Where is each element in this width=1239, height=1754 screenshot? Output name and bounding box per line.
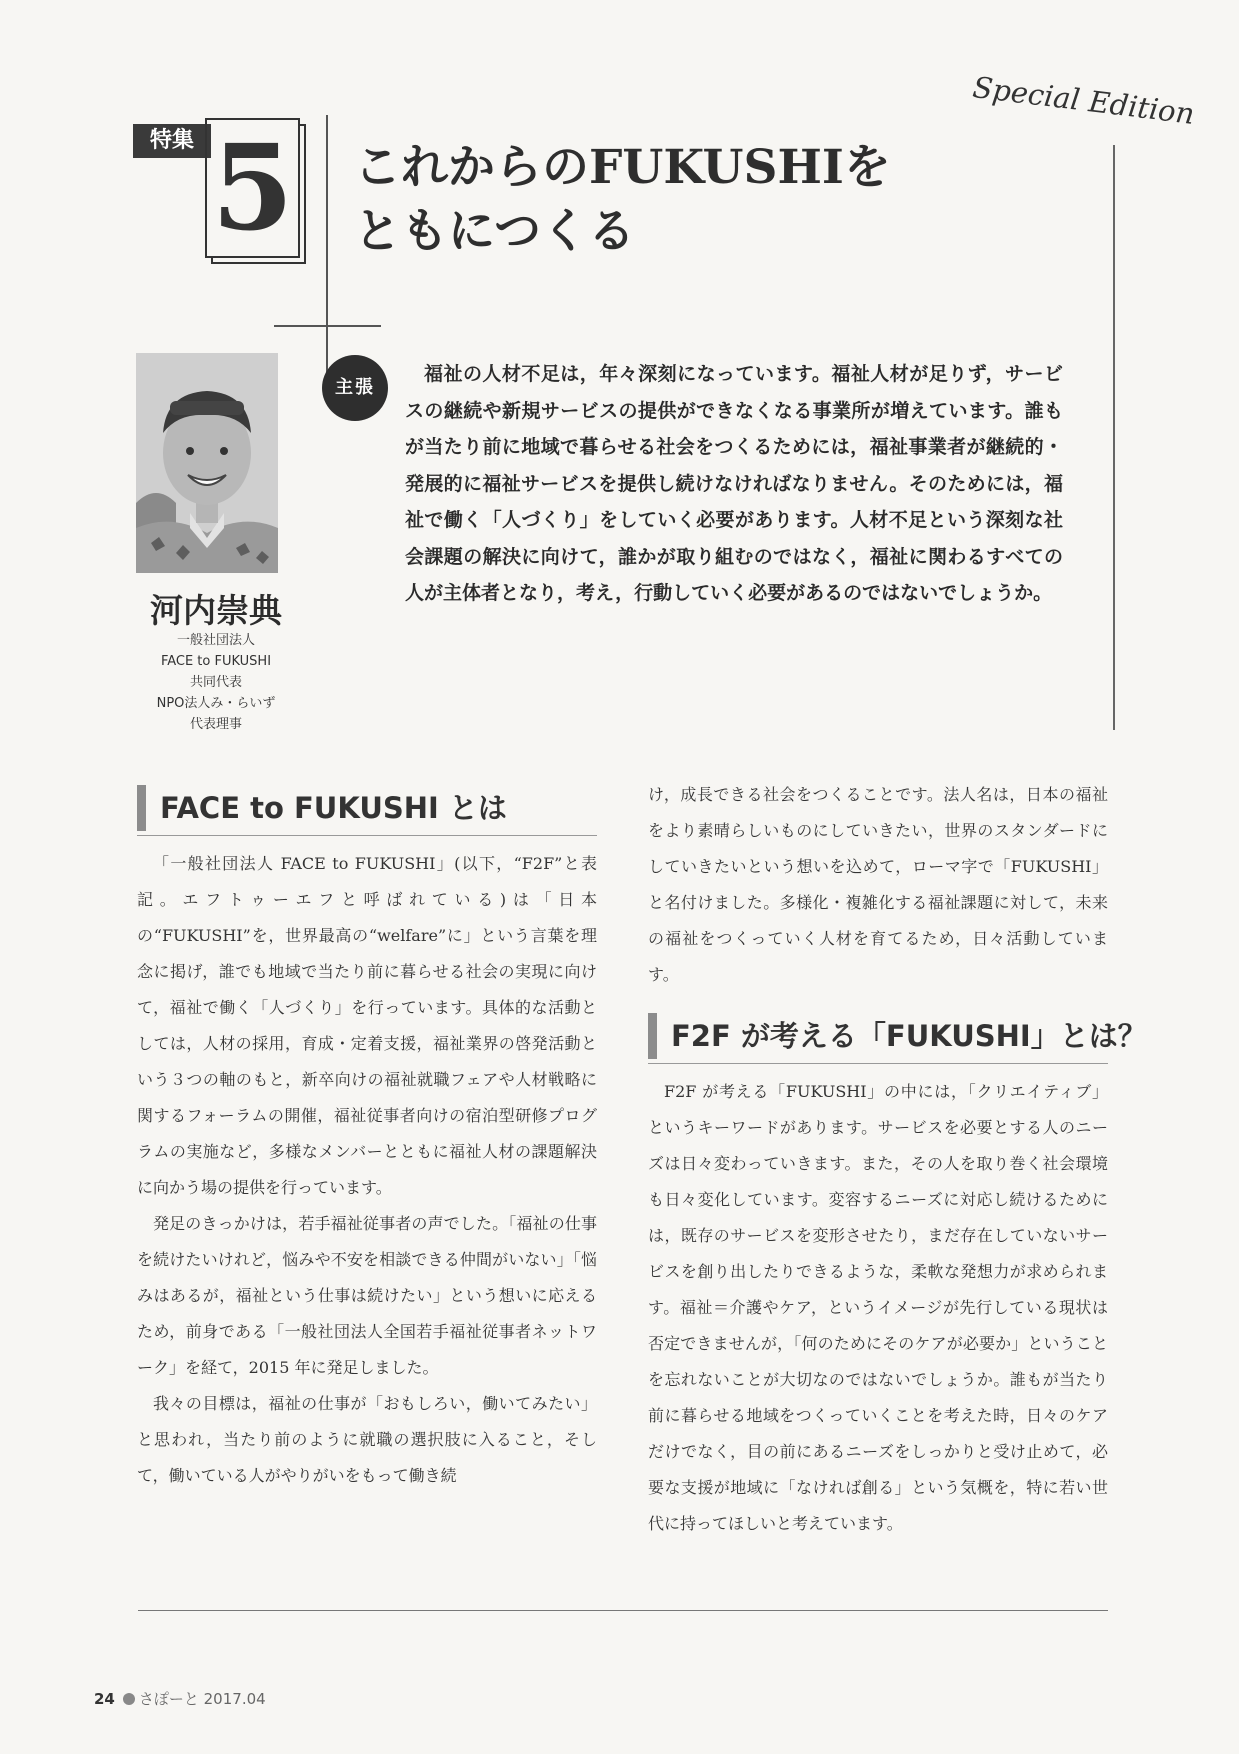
feature-number: 5 (205, 118, 300, 258)
title-divider-vertical (326, 115, 328, 375)
bottom-rule (138, 1610, 1108, 1611)
page-footer (94, 1688, 266, 1709)
page-number: 24 (94, 1690, 115, 1708)
affiliation-line: 代表理事 (189, 717, 242, 732)
author-name: 河内崇典 (150, 591, 282, 630)
paragraph: 「一般社団法人 FACE to FUKUSHI」(以下，“F2F”と表記。エフトゥーエフと呼ばれている)は「日本の“FUKUSHI”を，世界最高の“welfare”に」という言葉を理念に掲げ，誰でも地域で当たり前に暮らせる社会の実現に向けて，福祉で働く「人づくり」を行っています。具体的な活動としては，人材の採用，育成・定着支援，福祉業界の啓発活動という３つの軸のもと，新卒向けの福祉就職フェアや人材戦略に関するフォーラムの開催，福祉従事者向けの宿泊型研修プログラムの実施など，多様なメンバーとともに福祉人材の課題解決に向かう場の提供を行っています。 (137, 854, 597, 1197)
feature-label: 特集 (133, 124, 211, 158)
section-1-rule (137, 835, 597, 836)
right-margin-rule (1113, 145, 1115, 730)
section-1-body (137, 846, 597, 1494)
bullet-icon (123, 1693, 135, 1705)
paragraph: け，成長できる社会をつくることです。法人名は，日本の福祉をより素晴らしいものにしていきたい，世界のスタンダードにしていきたいという想いを込めて，ローマ字で「FUKUSHI」と名付けました。多様化・複雑化する福祉課題に対して，未来の福祉をつくっていく人材を育てるため，日々活動しています。 (648, 785, 1108, 984)
affiliation-line: 共同代表 (189, 675, 242, 690)
paragraph: 発足のきっかけは，若手福祉従事者の声でした。「福祉の仕事を続けたいけれど，悩みや不安を相談できる仲間がいない」「悩みはあるが，福祉という仕事は続けたい」という想いに応えるため，前身である「一般社団法人全国若手福祉従事者ネットワーク」を経て，2015 年に発足しました。 (137, 1214, 597, 1377)
title-line-2: ともにつくる (354, 204, 636, 259)
affiliation-line: 一般社団法人 (176, 633, 255, 648)
page-title (354, 136, 891, 264)
magazine-issue: さぽーと 2017.04 (138, 1690, 266, 1708)
affiliation-line: FACE to FUKUSHI (160, 654, 272, 669)
claim-badge: 主張 (322, 355, 388, 421)
section-2-rule (648, 1063, 1108, 1064)
section-1 (137, 785, 597, 1494)
paragraph: 我々の目標は，福祉の仕事が「おもしろい，働いてみたい」と思われ，当たり前のように就職の選択肢に入ること，そして，働いている人がやりがいをもって働き続 (137, 1394, 597, 1485)
paragraph: F2F が考える「FUKUSHI」の中には，「クリエイティブ」というキーワードがあります。サービスを必要とする人のニーズは日々変わっていきます。また，その人を取り巻く社会環境も日々変化しています。変容するニーズに対応し続けるためには，既存のサービスを変形させたり，まだ存在していないサービスを創り出したりできるような，柔軟な発想力が求められます。福祉＝介護やケア，というイメージが先行している現状は否定できませんが，「何のためにそのケアが必要か」ということを忘れないことが大切なのではないでしょうか。誰もが当たり前に暮らせる地域をつくっていくことを考えた時，日々のケアだけでなく，目の前にあるニーズをしっかりと受け止めて，必要な支援が地域に「なければ創る」という気概を，特に若い世代に持ってほしいと考えています。 (648, 1082, 1108, 1533)
author-photo (136, 353, 278, 573)
author-affiliation (136, 630, 296, 735)
title-line-1: これからのFUKUSHIを (354, 140, 891, 195)
claim-text: 福祉の人材不足は，年々深刻になっています。福祉人材が足りず，サービスの継続や新規サービスの提供ができなくなる事業所が増えています。誰もが当たり前に地域で暮らせる社会をつくるためには，福祉事業者が継続的・発展的に福祉サービスを提供し続けなければなりません。そのためには，福祉で働く「人づくり」をしていく必要があります。人材不足という深刻な社会課題の解決に向けて，誰かが取り組むのではなく，福祉に関わるすべての人が主体者となり，考え，行動していく必要があるのではないでしょうか。 (405, 363, 1063, 604)
section-2 (648, 1013, 1147, 1542)
section-2-heading: F2F が考える「FUKUSHI」とは？ (648, 1013, 1108, 1059)
section-1-heading: FACE to FUKUSHI とは (137, 785, 597, 831)
title-divider-horizontal (274, 325, 381, 327)
affiliation-line: NPO法人み・らいず (156, 696, 276, 711)
section-2-body (648, 1074, 1108, 1542)
section-1-continuation (648, 777, 1108, 993)
right-column (648, 777, 1147, 1542)
special-edition-label: Special Edition (970, 70, 1197, 131)
